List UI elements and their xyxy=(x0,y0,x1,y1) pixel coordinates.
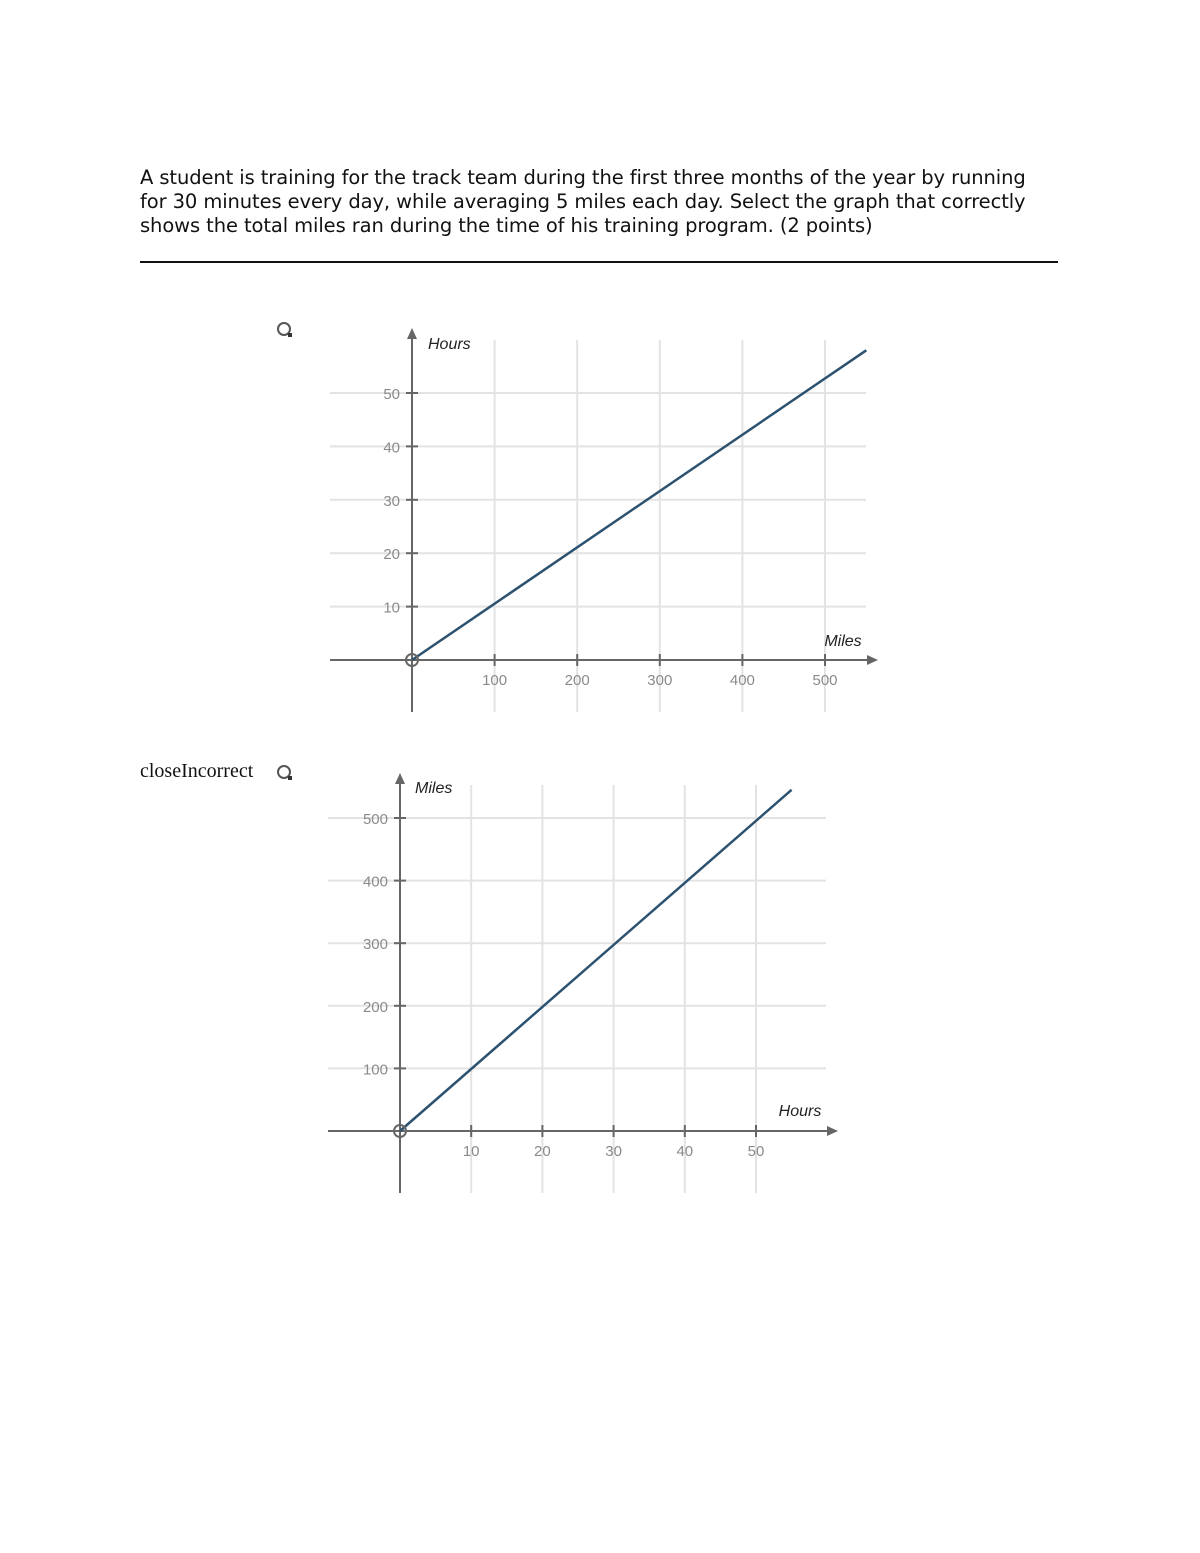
x-tick-label: 50 xyxy=(747,1143,765,1160)
x-tick-label: 300 xyxy=(647,672,673,689)
y-axis-arrow xyxy=(407,328,417,339)
y-tick-label: 20 xyxy=(383,546,400,564)
x-tick-label: 20 xyxy=(534,1143,551,1160)
x-tick-label: 100 xyxy=(482,672,508,689)
y-tick-label: 300 xyxy=(362,936,388,954)
y-tick-label: 200 xyxy=(362,998,388,1016)
x-axis-title: Hours xyxy=(778,1103,822,1120)
x-tick-label: 500 xyxy=(812,672,838,689)
y-tick-label: 30 xyxy=(383,492,400,510)
y-tick-label: 10 xyxy=(383,599,400,617)
question-text: A student is training for the track team during the first three months of the year by running for 30 minutes every day, while averaging 5 miles each day. Select the graph that correctly shows the total miles ran during the time of his training program. (2 points) xyxy=(140,166,1026,237)
series-line xyxy=(412,350,866,660)
y-tick-label: 50 xyxy=(383,386,400,403)
x-tick-label: 200 xyxy=(564,672,590,689)
y-axis-title: Miles xyxy=(415,780,453,797)
x-axis-arrow xyxy=(867,655,878,665)
option-2-status: closeIncorrect xyxy=(140,760,254,782)
y-tick-label: 40 xyxy=(383,439,400,457)
x-axis-arrow xyxy=(827,1126,838,1136)
y-tick-label: 500 xyxy=(362,811,388,828)
x-tick-label: 10 xyxy=(462,1143,480,1160)
y-axis-arrow xyxy=(395,773,405,784)
y-tick-label: 400 xyxy=(362,873,388,891)
chart-2 xyxy=(328,773,838,1193)
x-tick-label: 400 xyxy=(729,672,755,689)
x-tick-label: 40 xyxy=(676,1143,694,1160)
x-tick-label: 30 xyxy=(605,1143,622,1160)
y-tick-label: 100 xyxy=(362,1061,388,1079)
series-line xyxy=(400,790,792,1131)
y-axis-title: Hours xyxy=(428,336,471,353)
chart-1 xyxy=(330,328,878,712)
x-axis-title: Miles xyxy=(824,633,862,650)
